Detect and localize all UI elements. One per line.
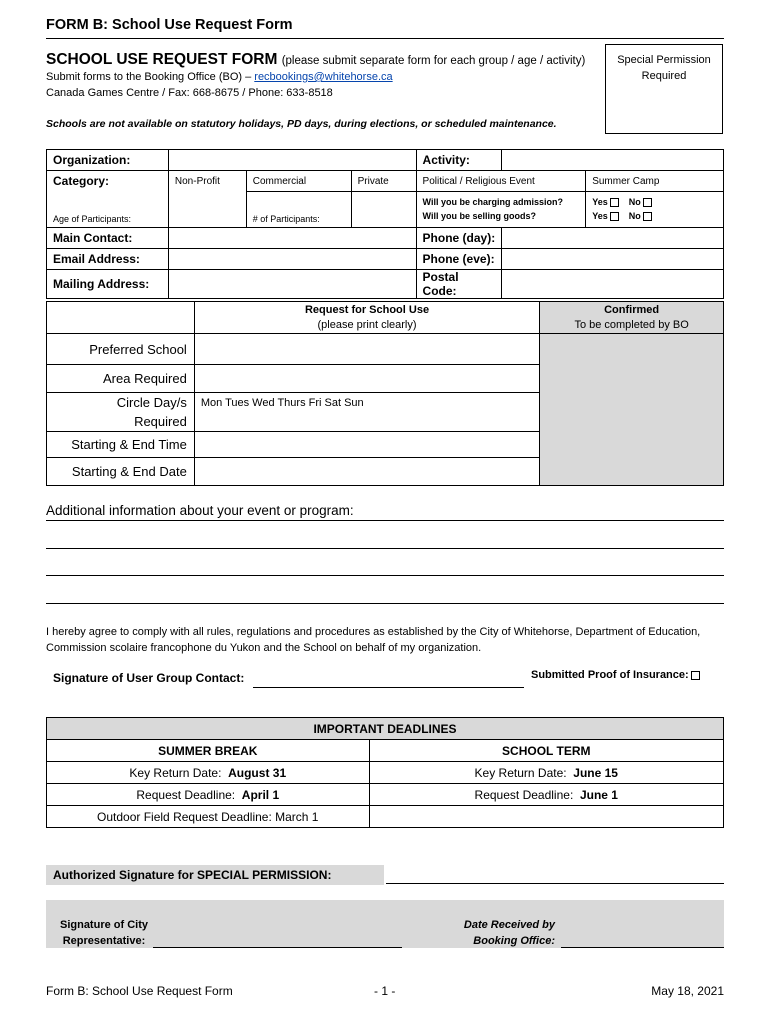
postal-code-field[interactable] <box>502 269 724 298</box>
additional-line-4[interactable] <box>46 603 724 604</box>
authorized-signature-label: Authorized Signature for SPECIAL PERMISSION: <box>46 865 384 885</box>
request-table <box>46 301 724 486</box>
insurance-label: Submitted Proof of Insurance: <box>531 669 689 681</box>
city-rep-line1: Signature of City <box>59 919 148 931</box>
email-address-label: Email Address: <box>47 248 169 269</box>
request-head-sub: (please print clearly) <box>317 318 417 331</box>
selling-question: Will you be selling goods? <box>422 211 536 222</box>
footer-date: May 18, 2021 <box>651 984 724 998</box>
summer-key-label: Key Return Date: <box>129 765 222 780</box>
category-summer-camp[interactable]: Summer Camp <box>586 171 724 192</box>
start-end-time-field[interactable] <box>194 432 539 458</box>
start-end-time-label: Starting & End Time <box>47 432 195 458</box>
category-private[interactable]: Private <box>351 171 416 192</box>
term-head: SCHOOL TERM <box>369 740 723 762</box>
outdoor-empty <box>369 806 723 828</box>
date-received-line[interactable] <box>561 947 724 948</box>
charging-yes-label: Yes <box>592 197 608 208</box>
request-head-empty <box>47 302 195 334</box>
city-rep-label <box>54 917 154 949</box>
form-title-note: (please submit separate form for each group / age / activity) <box>281 55 586 67</box>
phone-day-label: Phone (day): <box>416 227 502 248</box>
charging-yes-checkbox[interactable] <box>610 198 619 207</box>
additional-line-3[interactable] <box>46 575 724 576</box>
selling-no-label: No <box>628 211 641 222</box>
charging-question: Will you be charging admission? <box>422 197 563 208</box>
signature-line[interactable] <box>253 687 524 688</box>
insurance <box>531 669 700 681</box>
preferred-school-field[interactable] <box>194 334 539 365</box>
insurance-checkbox[interactable] <box>691 671 700 680</box>
signature-label: Signature of User Group Contact: <box>53 671 245 685</box>
postal-code-label: Postal Code: <box>416 269 502 298</box>
main-contact-field[interactable] <box>168 227 416 248</box>
selling-no-checkbox[interactable] <box>643 212 652 221</box>
confirmed-sub: To be completed by BO <box>574 318 689 331</box>
days-options[interactable]: Mon Tues Wed Thurs Fri Sat Sun <box>194 393 539 432</box>
category-commercial[interactable]: Commercial <box>246 171 351 192</box>
email-address-field[interactable] <box>168 248 416 269</box>
footer-left: Form B: School Use Request Form <box>46 984 233 998</box>
summer-key-value: August 31 <box>228 765 287 780</box>
organization-field[interactable] <box>168 150 416 171</box>
age-label: Age of Participants: <box>47 192 169 228</box>
header-title: FORM B: School Use Request Form <box>46 17 293 33</box>
contact-line: Canada Games Centre / Fax: 668-8675 / Phone: 633-8518 <box>46 87 333 99</box>
phone-eve-field[interactable] <box>502 248 724 269</box>
age-field[interactable] <box>168 192 246 228</box>
deadlines-title: IMPORTANT DEADLINES <box>47 718 724 740</box>
term-request-deadline <box>369 784 723 806</box>
main-contact-label: Main Contact: <box>47 227 169 248</box>
circle-days-label <box>47 393 195 432</box>
city-rep-line[interactable] <box>153 947 402 948</box>
header-rule <box>46 38 724 39</box>
special-permission-line2: Required <box>641 70 687 82</box>
submit-line <box>46 71 393 83</box>
term-req-label: Request Deadline: <box>474 787 574 802</box>
authorized-signature-line[interactable] <box>386 883 724 884</box>
deadlines-table <box>46 717 724 828</box>
submit-prefix: Submit forms to the Booking Office (BO) – <box>46 71 255 83</box>
info-table <box>46 149 724 299</box>
date-received-label <box>430 917 555 949</box>
term-key-value: June 15 <box>573 765 618 780</box>
start-end-date-field[interactable] <box>194 458 539 486</box>
preferred-school-label: Preferred School <box>47 334 195 365</box>
additional-line-2[interactable] <box>46 548 724 549</box>
participants-label: # of Participants: <box>246 192 351 228</box>
agreement-text: I hereby agree to comply with all rules, regulations and procedures as established by the City of Whitehorse, Department of Education, Commission scolaire francophone du Yukon and the School on behalf of my organization. <box>46 626 701 654</box>
circle-days-line1: Circle Day/s <box>116 395 187 410</box>
selling-yes-label: Yes <box>592 211 608 222</box>
additional-info-label: Additional information about your event or program: <box>46 503 354 518</box>
mailing-address-field[interactable] <box>168 269 416 298</box>
phone-eve-label: Phone (eve): <box>416 248 502 269</box>
summer-head: SUMMER BREAK <box>47 740 370 762</box>
date-received-line2: Booking Office: <box>473 935 555 947</box>
special-permission-line1: Special Permission <box>617 54 711 66</box>
summer-request-deadline <box>47 784 370 806</box>
summer-req-label: Request Deadline: <box>136 787 236 802</box>
circle-days-line2: Required <box>134 414 187 429</box>
yes-no-checkboxes <box>586 192 724 228</box>
category-non-profit[interactable]: Non-Profit <box>168 171 246 192</box>
area-required-label: Area Required <box>47 365 195 393</box>
term-key-return <box>369 762 723 784</box>
footer-page: - 1 - <box>374 984 396 998</box>
email-link[interactable]: recbookings@whitehorse.ca <box>254 71 393 83</box>
confirmed-head <box>540 302 724 334</box>
area-required-field[interactable] <box>194 365 539 393</box>
form-title-text: SCHOOL USE REQUEST FORM <box>46 51 278 68</box>
confirmed-title: Confirmed <box>604 303 660 316</box>
summer-req-value: April 1 <box>241 787 280 802</box>
activity-field[interactable] <box>502 150 724 171</box>
organization-label: Organization: <box>47 150 169 171</box>
category-political[interactable]: Political / Religious Event <box>416 171 586 192</box>
term-key-label: Key Return Date: <box>474 765 567 780</box>
participants-field[interactable] <box>351 192 416 228</box>
date-received-line1: Date Received by <box>463 919 555 931</box>
charging-no-checkbox[interactable] <box>643 198 652 207</box>
confirmed-area <box>540 334 724 486</box>
charging-selling-questions <box>416 192 586 228</box>
charging-no-label: No <box>628 197 641 208</box>
summer-key-return <box>47 762 370 784</box>
selling-yes-checkbox[interactable] <box>610 212 619 221</box>
term-req-value: June 1 <box>579 787 618 802</box>
start-end-date-label: Starting & End Date <box>47 458 195 486</box>
activity-label: Activity: <box>416 150 502 171</box>
additional-line-1[interactable] <box>46 520 724 521</box>
disclaimer: Schools are not available on statutory holidays, PD days, during elections, or scheduled maintenance. <box>46 118 557 130</box>
category-label: Category: <box>47 171 169 192</box>
special-permission-box <box>605 44 723 134</box>
outdoor-deadline: Outdoor Field Request Deadline: March 1 <box>47 806 370 828</box>
mailing-address-label: Mailing Address: <box>47 269 169 298</box>
request-head-title: Request for School Use <box>304 303 430 316</box>
city-rep-line2: Representative: <box>62 935 146 947</box>
request-head <box>194 302 539 334</box>
form-title <box>46 51 585 69</box>
phone-day-field[interactable] <box>502 227 724 248</box>
